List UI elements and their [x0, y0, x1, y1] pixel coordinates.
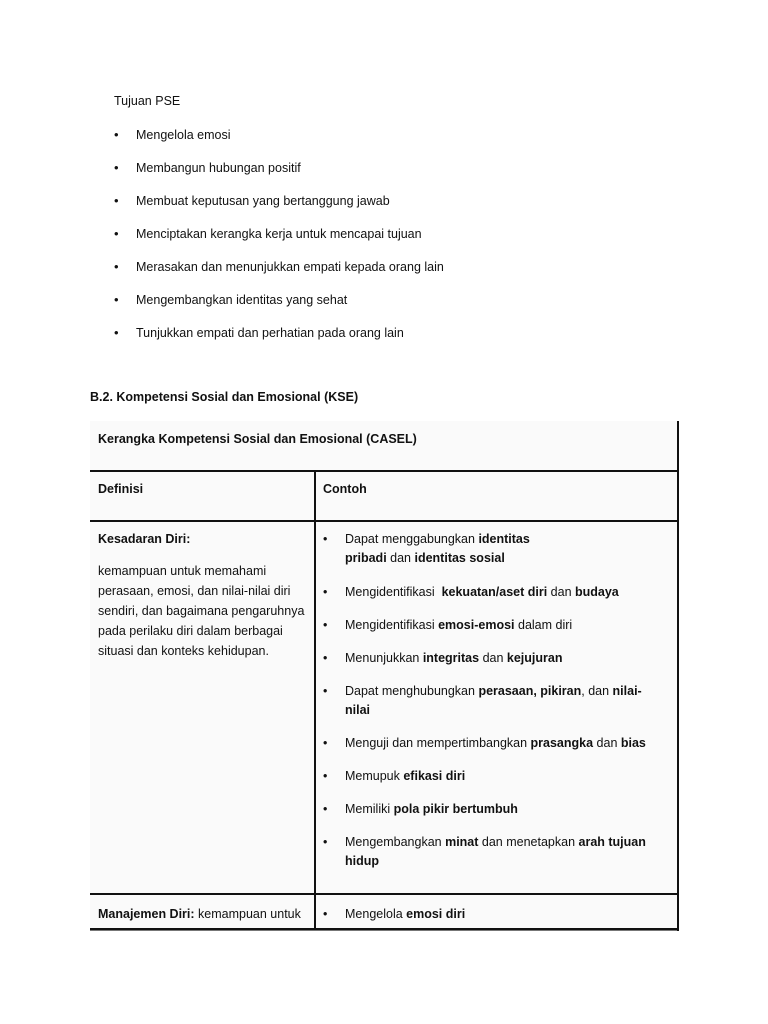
list-item — [323, 734, 655, 767]
example-emphasis: perasaan, pikiran — [478, 684, 582, 698]
list-item: • Menciptakan kerangka kerja untuk mencapai tujuan — [114, 226, 444, 259]
example-text: Mengembangkan — [345, 835, 446, 849]
table-caption: Kerangka Kompetensi Sosial dan Emosional (CASEL) — [98, 432, 417, 446]
table-row — [90, 521, 678, 894]
kesadaran-examples — [323, 530, 655, 873]
example-emphasis: emosi-emosi — [438, 618, 515, 632]
example-text: dan menetapkan — [478, 835, 579, 849]
list-item — [323, 800, 655, 833]
example-text: dan — [547, 585, 575, 599]
example-emphasis: emosi diri — [406, 907, 466, 921]
example-text: Menguji dan mempertimbangkan — [345, 736, 531, 750]
example-text: Memiliki — [345, 802, 394, 816]
casel-table — [90, 421, 679, 931]
example-text: Mengidentifikasi — [345, 618, 439, 632]
table-rule — [90, 520, 678, 522]
list-item: • Mengembangkan identitas yang sehat — [114, 292, 444, 325]
example-text: Dapat menggabungkan — [345, 532, 479, 546]
list-item — [323, 682, 645, 734]
kesadaran-description: kemampuan untuk memahami perasaan, emosi, dan nilai-nilai diri sendiri, dan bagaimana pengaruhnya pada perilaku diri dalam berbagai situasi dan konteks kehidupan. — [98, 564, 305, 658]
kesadaran-title: Kesadaran Diri: — [98, 532, 191, 546]
example-emphasis: kekuatan/aset diri — [441, 585, 548, 599]
example-emphasis: kejujuran — [506, 651, 563, 665]
list-item — [323, 833, 655, 873]
example-emphasis: integritas — [422, 651, 480, 665]
example-text: dan — [593, 736, 621, 750]
header-definisi: Definisi — [98, 482, 144, 496]
manajemen-description: kemampuan untuk — [194, 907, 301, 921]
table-rule — [90, 470, 678, 472]
example-emphasis: pola pikir bertumbuh — [393, 802, 518, 816]
list-item: • Tunjukkan empati dan perhatian pada orang lain — [114, 325, 444, 358]
example-emphasis: arah tujuan hidup — [345, 835, 646, 868]
example-text: , dan — [581, 684, 613, 698]
example-emphasis: identitas pribadi — [345, 532, 530, 565]
example-emphasis: efikasi diri — [403, 769, 466, 783]
list-item — [323, 616, 655, 649]
list-item: • Mengelola emosi — [114, 127, 444, 160]
manajemen-cell — [98, 904, 301, 924]
table-border-right — [677, 421, 679, 931]
table-caption-row — [90, 421, 678, 471]
list-item: • Membuat keputusan yang bertanggung jawab — [114, 193, 444, 226]
manajemen-examples — [323, 905, 465, 924]
table-divider — [314, 471, 316, 929]
manajemen-title: Manajemen Diri: — [98, 907, 195, 921]
example-text: dan — [386, 551, 415, 565]
example-emphasis: minat — [445, 835, 479, 849]
example-text: dan — [479, 651, 507, 665]
table-header-row — [90, 471, 678, 521]
list-item — [323, 649, 655, 682]
list-item — [323, 767, 655, 800]
pse-goals-list — [114, 127, 444, 358]
example-emphasis: identitas sosial — [414, 551, 505, 565]
example-text: Mengelola — [345, 907, 407, 921]
list-item: • Merasakan dan menunjukkan empati kepada orang lain — [114, 259, 444, 292]
list-item — [323, 583, 655, 616]
example-emphasis: bias — [620, 736, 646, 750]
list-item — [323, 530, 535, 563]
section-title: B.2. Kompetensi Sosial dan Emosional (KSE) — [90, 390, 359, 404]
table-rule — [90, 930, 678, 931]
example-text: dalam diri — [514, 618, 573, 632]
pse-heading: Tujuan PSE — [114, 94, 181, 108]
table-rule — [90, 893, 678, 895]
header-contoh: Contoh — [323, 482, 367, 496]
example-text: Dapat menghubungkan — [345, 684, 479, 698]
example-emphasis: prasangka — [530, 736, 594, 750]
example-emphasis: nilai-nilai — [345, 684, 642, 717]
table-row — [90, 894, 678, 931]
example-text: Menunjukkan — [345, 651, 423, 665]
example-text: Memupuk — [345, 769, 404, 783]
list-item: • Membangun hubungan positif — [114, 160, 444, 193]
example-text: Mengidentifikasi — [345, 585, 442, 599]
list-item — [323, 905, 465, 924]
example-emphasis: budaya — [575, 585, 619, 599]
